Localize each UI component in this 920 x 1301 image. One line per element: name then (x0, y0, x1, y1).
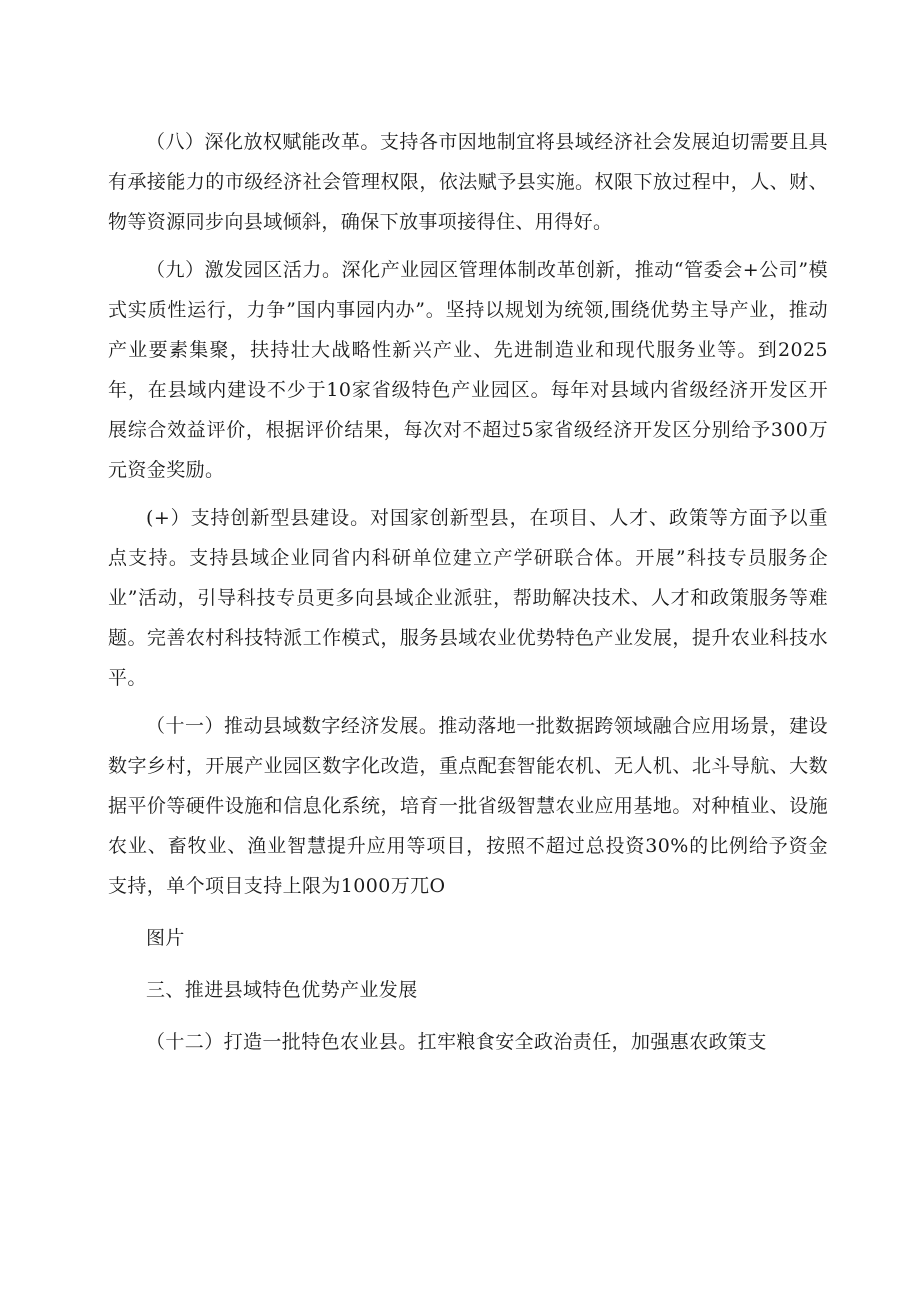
document-page (108, 122, 828, 1062)
paragraph-8: （八）深化放权赋能改革。支持各市因地制宜将县域经济社会发展迫切需要且具有承接能力的市级经济社会管理权限，依法赋予县实施。权限下放过程中，人、财、物等资源同步向县域倾斜，确保下放事项接得住、用得好。 (108, 131, 828, 233)
paragraph-11: （十一）推动县域数字经济发展。推动落地一批数据跨领域融合应用场景，建设数字乡村，开展产业园区数字化改造，重点配套智能农机、无人机、北斗导航、大数据平价等硬件设施和信息化系统，培育一批省级智慧农业应用基地。对种植业、设施农业、畜牧业、渔业智慧提升应用等项目，按照不超过总投资30%的比例给予资金支持，单个项目支持上限为1000万兀O (108, 715, 828, 897)
paragraph-9: （九）激发园区活力。深化产业园区管理体制改革创新，推动“管委会+公司”模式实质性运行，力争”国内事园内办”。坚持以规划为统领,围绕优势主导产业，推动产业要素集聚，扶持壮大战略性新兴产业、先进制造业和现代服务业等。到2025年，在县域内建设不少于10家省级特色产业园区。每年对县域内省级经济开发区开展综合效益评价，根据评价结果，每次对不超过5家省级经济开发区分别给予300万元资金奖励。 (108, 259, 828, 481)
section-heading: 三、推进县域特色优势产业发展 (146, 979, 418, 1001)
figure-placeholder-label: 图片 (146, 927, 185, 949)
paragraph-10: (+）支持创新型县建设。对国家创新型县，在项目、人才、政策等方面予以重点支持。支持县域企业同省内科研单位建立产学研联合体。开展”科技专员服务企业”活动，引导科技专员更多向县域企业派驻，帮助解决技术、人才和政策服务等难题。完善农村科技特派工作模式，服务县域农业优势特色产业发展，提升农业科技水平。 (108, 507, 828, 689)
paragraph-12: （十二）打造一批特色农业县。扛牢粮食安全政治责任，加强惠农政策支 (146, 1031, 767, 1053)
